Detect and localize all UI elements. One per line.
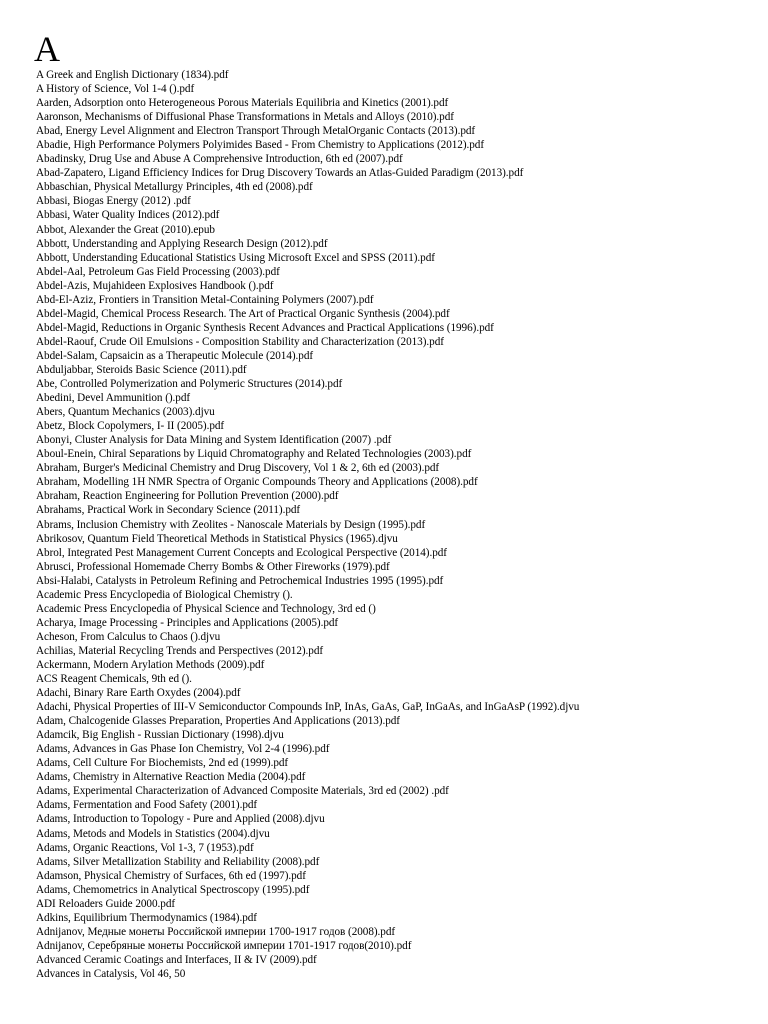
- file-list-item: Abonyi, Cluster Analysis for Data Mining and System Identification (2007) .pdf: [36, 434, 392, 447]
- file-list-item: Abraham, Burger's Medicinal Chemistry and Drug Discovery, Vol 1 & 2, 6th ed (2003).pdf: [36, 462, 440, 475]
- file-list-item: Adams, Metods and Models in Statistics (2004).djvu: [36, 827, 270, 840]
- file-list-item: Abadie, High Performance Polymers Polyimides Based - From Chemistry to Applications (2012).pdf: [36, 139, 485, 152]
- file-list-item: Abd-El-Aziz, Frontiers in Transition Metal-Containing Polymers (2007).pdf: [36, 293, 374, 306]
- file-list-item: Abdel-Aal, Petroleum Gas Field Processing (2003).pdf: [36, 265, 280, 278]
- file-list-item: Adams, Chemometrics in Analytical Spectroscopy (1995).pdf: [36, 883, 310, 896]
- file-list-item: Adam, Chalcogenide Glasses Preparation, Properties And Applications (2013).pdf: [36, 715, 400, 728]
- file-list-item: Abrams, Inclusion Chemistry with Zeolites - Nanoscale Materials by Design (1995).pdf: [36, 518, 426, 531]
- file-list-item: Abrusci, Professional Homemade Cherry Bombs & Other Fireworks (1979).pdf: [36, 560, 390, 573]
- file-list-item: Abdel-Magid, Chemical Process Research. The Art of Practical Organic Synthesis (2004).pdf: [36, 307, 450, 320]
- file-list-item: Acheson, From Calculus to Chaos ().djvu: [36, 630, 221, 643]
- file-list-item: Abrikosov, Quantum Field Theoretical Methods in Statistical Physics (1965).djvu: [36, 532, 398, 545]
- file-list-item: Adams, Silver Metallization Stability and Reliability (2008).pdf: [36, 855, 320, 868]
- file-list-item: Achilias, Material Recycling Trends and Perspectives (2012).pdf: [36, 644, 324, 657]
- file-list-item: Abe, Controlled Polymerization and Polymeric Structures (2014).pdf: [36, 378, 343, 391]
- file-list-item: Adamson, Physical Chemistry of Surfaces, 6th ed (1997).pdf: [36, 869, 306, 882]
- file-list-item: Adamcik, Big English - Russian Dictionary (1998).djvu: [36, 729, 284, 742]
- file-list-item: Abduljabbar, Steroids Basic Science (2011).pdf: [36, 363, 247, 376]
- file-list: [36, 68, 756, 981]
- file-list-item: Abad-Zapatero, Ligand Efficiency Indices for Drug Discovery Towards an Atlas-Guided Paradigm (2013).pdf: [36, 167, 524, 180]
- file-list-item: Abdel-Azis, Mujahideen Explosives Handbook ().pdf: [36, 279, 274, 292]
- file-list-item: Academic Press Encyclopedia of Physical Science and Technology, 3rd ed (): [36, 602, 376, 615]
- file-list-item: Adkins, Equilibrium Thermodynamics (1984).pdf: [36, 911, 257, 924]
- file-list-item: Abbasi, Water Quality Indices (2012).pdf: [36, 209, 220, 222]
- file-list-item: Adams, Cell Culture For Biochemists, 2nd ed (1999).pdf: [36, 757, 289, 770]
- file-list-item: Adams, Organic Reactions, Vol 1-3, 7 (1953).pdf: [36, 841, 254, 854]
- file-list-item: Abbaschian, Physical Metallurgy Principles, 4th ed (2008).pdf: [36, 181, 313, 194]
- file-list-item: Adams, Fermentation and Food Safety (2001).pdf: [36, 799, 258, 812]
- file-list-item: Adnijanov, Медные монеты Российской империи 1700-1917 годов (2008).pdf: [36, 925, 396, 938]
- file-list-item: Advanced Ceramic Coatings and Interfaces, II & IV (2009).pdf: [36, 953, 317, 966]
- file-list-item: Abbot, Alexander the Great (2010).epub: [36, 223, 215, 236]
- file-list-item: Acharya, Image Processing - Principles and Applications (2005).pdf: [36, 616, 339, 629]
- file-list-item: Adnijanov, Серебряные монеты Российской империи 1701-1917 годов(2010).pdf: [36, 939, 412, 952]
- file-list-item: Adachi, Binary Rare Earth Oxydes (2004).pdf: [36, 687, 241, 700]
- file-list-item: Abadinsky, Drug Use and Abuse A Comprehensive Introduction, 6th ed (2007).pdf: [36, 153, 403, 166]
- file-list-item: Abers, Quantum Mechanics (2003).djvu: [36, 406, 215, 419]
- file-list-item: Abdel-Magid, Reductions in Organic Synthesis Recent Advances and Practical Applications (1996).pdf: [36, 321, 494, 334]
- file-list-item: Aaronson, Mechanisms of Diffusional Phase Transformations in Metals and Alloys (2010).pdf: [36, 111, 454, 124]
- file-list-item: Abbott, Understanding and Applying Research Design (2012).pdf: [36, 237, 328, 250]
- file-list-item: Adams, Introduction to Topology - Pure and Applied (2008).djvu: [36, 813, 325, 826]
- file-list-item: A History of Science, Vol 1-4 ().pdf: [36, 83, 195, 96]
- file-list-item: Abad, Energy Level Alignment and Electron Transport Through MetalOrganic Contacts (2013).pdf: [36, 125, 476, 138]
- file-list-item: Adams, Chemistry in Alternative Reaction Media (2004).pdf: [36, 771, 306, 784]
- file-list-item: Advances in Catalysis, Vol 46, 50: [36, 968, 186, 980]
- file-list-item: A Greek and English Dictionary (1834).pdf: [36, 69, 229, 81]
- file-list-item: Abraham, Modelling 1H NMR Spectra of Organic Compounds Theory and Applications (2008).pdf: [36, 476, 478, 489]
- file-list-item: Adachi, Physical Properties of III-V Semiconductor Compounds InP, InAs, GaAs, GaP, InGaAs, and InGaAsP (1992).djvu: [36, 701, 580, 714]
- file-list-item: Abedini, Devel Ammunition ().pdf: [36, 392, 191, 405]
- section-letter-heading: A: [34, 29, 60, 69]
- file-list-item: ACS Reagent Chemicals, 9th ed ().: [36, 673, 192, 686]
- file-list-item: Academic Press Encyclopedia of Biological Chemistry ().: [36, 588, 293, 601]
- file-list-item: Ackermann, Modern Arylation Methods (2009).pdf: [36, 658, 265, 671]
- file-list-item: Aarden, Adsorption onto Heterogeneous Porous Materials Equilibria and Kinetics (2001).pdf: [36, 97, 449, 110]
- file-list-item: Abrol, Integrated Pest Management Current Concepts and Ecological Perspective (2014).pdf: [36, 546, 447, 559]
- file-list-item: Absi-Halabi, Catalysts in Petroleum Refining and Petrochemical Industries 1995 (1995).pdf: [36, 574, 444, 587]
- file-list-item: Aboul-Enein, Chiral Separations by Liquid Chromatography and Related Technologies (2003).pdf: [36, 448, 472, 461]
- file-list-item: Abraham, Reaction Engineering for Pollution Prevention (2000).pdf: [36, 490, 339, 503]
- file-list-item: Abbasi, Biogas Energy (2012) .pdf: [36, 195, 191, 208]
- file-list-item: Abbott, Understanding Educational Statistics Using Microsoft Excel and SPSS (2011).pdf: [36, 251, 435, 264]
- file-list-item: Abetz, Block Copolymers, I- II (2005).pdf: [36, 420, 225, 433]
- file-list-item: Adams, Experimental Characterization of Advanced Composite Materials, 3rd ed (2002) .pdf: [36, 785, 449, 798]
- file-list-item: Adams, Advances in Gas Phase Ion Chemistry, Vol 2-4 (1996).pdf: [36, 743, 330, 756]
- file-list-item: ADI Reloaders Guide 2000.pdf: [36, 897, 176, 910]
- file-list-item: Abrahams, Practical Work in Secondary Science (2011).pdf: [36, 504, 301, 517]
- file-list-item: Abdel-Salam, Capsaicin as a Therapeutic Molecule (2014).pdf: [36, 349, 314, 362]
- file-list-item: Abdel-Raouf, Crude Oil Emulsions - Composition Stability and Characterization (2013).pdf: [36, 335, 444, 348]
